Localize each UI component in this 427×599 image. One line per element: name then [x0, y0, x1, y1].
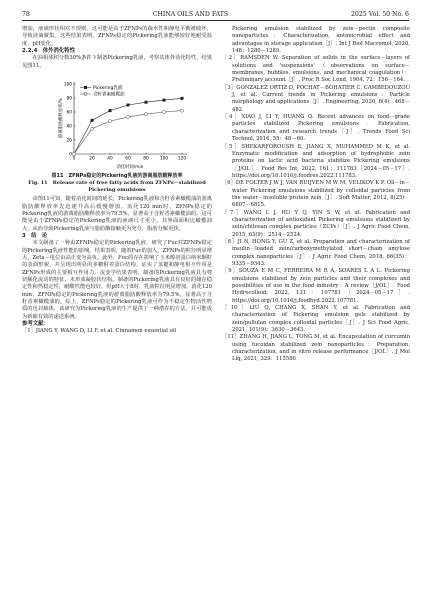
data-point [108, 120, 111, 123]
reference-item: ［9］SOUZA E M C, FERREIRA M R A, SOARES L A L. Pickering emulsions stabilized by zein particles and their complexes and possibilities of use in the food industry：A review［J/OL］. Food Hydrocolloid, 2022, 131：107781［2024－05－17］. https://doi.org/10.1016/j.foodhyd.2022.107781. [222, 268, 410, 304]
data-point [180, 109, 183, 112]
y-tick-label: 80 [66, 96, 72, 102]
paragraph: 由图11可知，随着消化时间的延长，Pickering乳液和含籽香素橄榄油的游离脂肪酸释放率先迅速升高后缓慢增加。消化120 min时，ZFNPs稳定的Pickering乳液的游离脂肪酸释放率为79.5%，显著高于含籽香素橄榄油的。这可能是由于ZFNPs稳定的Pickering乳液的液滴尺寸更小，其界面面积比橄榄油大，从而导致Pickering乳液与脂肪酶接触更为充分，脂肪分解更快。 [22, 196, 212, 232]
left-column [22, 26, 212, 336]
references-heading: 参考文献： [22, 321, 49, 328]
y-tick-label: 0 [69, 152, 72, 158]
reference-item: ［7］WANG L J, HU Y Q, YIN S W, et al. Fabrication and characterization of antioxidant Pickering emulsions stabilized by zein/chitosan complex particles（ZCPs）［J］. J Agric Food Chem, 2015, 63(9)：2514－2524. [222, 209, 410, 238]
paragraph: 增加，液滴形状相对不规则。这可能是由于ZFNPs的疏水性和静电平衡被破坏，导致液滴聚集。这些结果表明，ZFNPs稳定的Pickering乳液能够较好地耐受温度、pH变化。 [22, 26, 212, 47]
section-heading-2-2-4: 2.2.4 体外消化特性 [22, 48, 76, 55]
reference-item: ［11］ZHANG H, JIANG L, TONG M, et al. Encapsulation of curcumin using fucoidan stabilized zein nanoparticles：Preparation, characterization, and in vitro release performance［J/OL］. J Mol Liq, 2021, 329：115586 [222, 334, 410, 363]
reference-item: Pickering emulsion stabilized by zein－pectin composite nanoparticles：Characterization, antimicrobial effect and advantages in storage application［J］. Int J Biol Macromol, 2020, 148：1280－1289. [232, 26, 410, 55]
reference-item: ［3］GONZALEZ ORTIZ D, POCHAT－BOHATIER C, CAMBEDOUZOU J, et al. Current trends in Pickering emulsions：Particle morphology and applications［J］. Engineering, 2020, 6(4)：468－482. [222, 84, 410, 113]
legend [80, 84, 125, 98]
paragraph: 本文制备了一种由ZFNPs稳定的Pickering乳液，研究了Fuc对ZFNPs稳定的Pickering乳液性能的影响。结果表明，随着Fuc的加入，ZFNPs的粒径明显增大，Zeta－电位由高正变为高负。此外，Fuc的存在影响了玉米醇溶蛋白纳米颗粒的表面形貌，并呈现出明显的多糖附着蛋白结构，证实了氢键和静电相互作用是ZFNPs形成的主要相互作用力。流变学结果表明，制备的Pickering乳液具有剪切稀化流动的特征，未形成凝胶状结构。制备的Pickering乳液具有良好的储存稳定性和热稳定性，耐酸性能也较好，但pH大于8时，乳液粒径明显增加。消化120 min，ZFNPs稳定的Pickering乳液的游离脂肪酸释放率为79.5%，显著高于含籽香素橄榄油的。综上，ZFNPs稳定的Pickering乳液可作为不稳定生物活性物质的包封载体，该研究为Pickering乳液的生产提供了一种潜在的方法，并可能成为新颖有效的递送系统。 [22, 240, 212, 320]
data-point [90, 127, 93, 130]
data-point [72, 152, 75, 155]
x-tick-label: 20 [89, 156, 95, 162]
reference-item: ［6］DE FOLTER J W J, VAN RUIJVEN M W M, VELIKOV K P. Oil－in－water Pickering emulsions stabilized by colloidal particles from the water－insoluble protein zein［J］. Soft Matter, 2012, 8(25)：6807－6815. [222, 180, 410, 209]
data-point [91, 119, 94, 122]
header-rule [22, 20, 409, 21]
x-tick-label: 120 [177, 156, 187, 162]
reference-item: ［10］LIU Q, CHANG X, SHAN Y, et al. Fabrication and characterization of Pickering emulsion gels stabilized by zein/pullulan complex colloidal particles［J］. J Sci Food Agric, 2021, 101(9)：3630－3643. [222, 305, 410, 334]
right-column [222, 26, 410, 364]
reference-item: ［4］XIAO J, LI Y, HUANG Q. Recent advances on food－grade particles stabilized Pickering emulsions：Fabrication, characterization and research trends［J］. Trends Food Sci Technol, 2016, 55：48－60. [222, 114, 410, 143]
section-heading-conclusion: 3 结 论 [22, 232, 48, 239]
page-number: 78 [22, 11, 30, 18]
data-point [163, 99, 166, 102]
data-point [109, 109, 112, 112]
running-header [22, 6, 409, 18]
x-tick-label: 100 [159, 156, 169, 162]
figure-caption-english: Fig. 11 Release rate of free fatty acids from ZFNPs－stabilized Pickering emulsions [28, 180, 206, 193]
y-tick-label: 60 [66, 110, 72, 116]
journal-name: CHINA OILS AND FATS [152, 11, 229, 18]
figure-caption-chinese: 图11 ZFNPs稳定的Pickering乳液的游离脂肪酸释放率 [51, 173, 183, 180]
x-tick-label: 80 [143, 156, 149, 162]
figure-11 [22, 72, 212, 172]
data-point [144, 113, 147, 116]
release-rate-chart [22, 72, 212, 172]
data-point [181, 97, 184, 100]
x-tick-label: 0 [72, 156, 76, 162]
paragraph: 在油相体积分数30%条件下制备Pickering乳液，考察其体外消化特性，结果见图11。 [22, 55, 212, 69]
data-point [126, 115, 129, 118]
x-tick-label: 60 [125, 156, 131, 162]
reference-item: ［2］RAMSDEN W. Separation of solids in the surface－layers of solutions and 'suspensions'（observations on surface－membranes, bubbles, emulsions, and mechanical coagulation）：Preliminary account［J］. Proc R Soc Lond, 1904, 72：156－164. [222, 55, 410, 84]
series-line-pickering [74, 98, 182, 154]
y-tick-label: 40 [66, 124, 72, 130]
y-tick-label: 100 [63, 82, 72, 88]
legend-entry-pickering: Pickering乳液 [93, 86, 123, 92]
reference-item: ［8］JI N, HONG Y, GU Z, et al. Preparation and characterization of insulin－loaded zein/carboxymethylated short－chain amylose complex nanoparticles［J］. J Agric Food Chem, 2018, 66(35)：9335－9343. [222, 238, 410, 267]
y-axis-label: 游离脂肪酸释放率/% [59, 98, 64, 139]
x-tick-label: 40 [107, 156, 113, 162]
data-point [145, 101, 148, 104]
y-tick-label: 20 [66, 138, 72, 144]
reference-item: ［1］JIANG Y, WANG D, LI F, et al. Cinnamon essential oil [22, 328, 177, 335]
reference-item: ［5］SHEKARFOROUSH E, JIANG X, MUHAMMED M K, et al. Enzymatic modification and adsorption of hydrophobic zein proteins on lactic acid bacteria stabilize Pickering emulsions［J/OL］. Food Res Int, 2022, 161：111783［2024－05－17］. https://doi.org/10.1016/j.foodres.2022.111783. [222, 143, 410, 179]
data-point [162, 110, 165, 113]
data-point [127, 104, 130, 107]
x-axis-label: 消化时间/min [116, 165, 144, 171]
issue-info: 2025 Vol. 50 No. 6 [350, 11, 409, 18]
legend-entry-olive-oil: 含籽香素橄榄油 [93, 92, 125, 98]
